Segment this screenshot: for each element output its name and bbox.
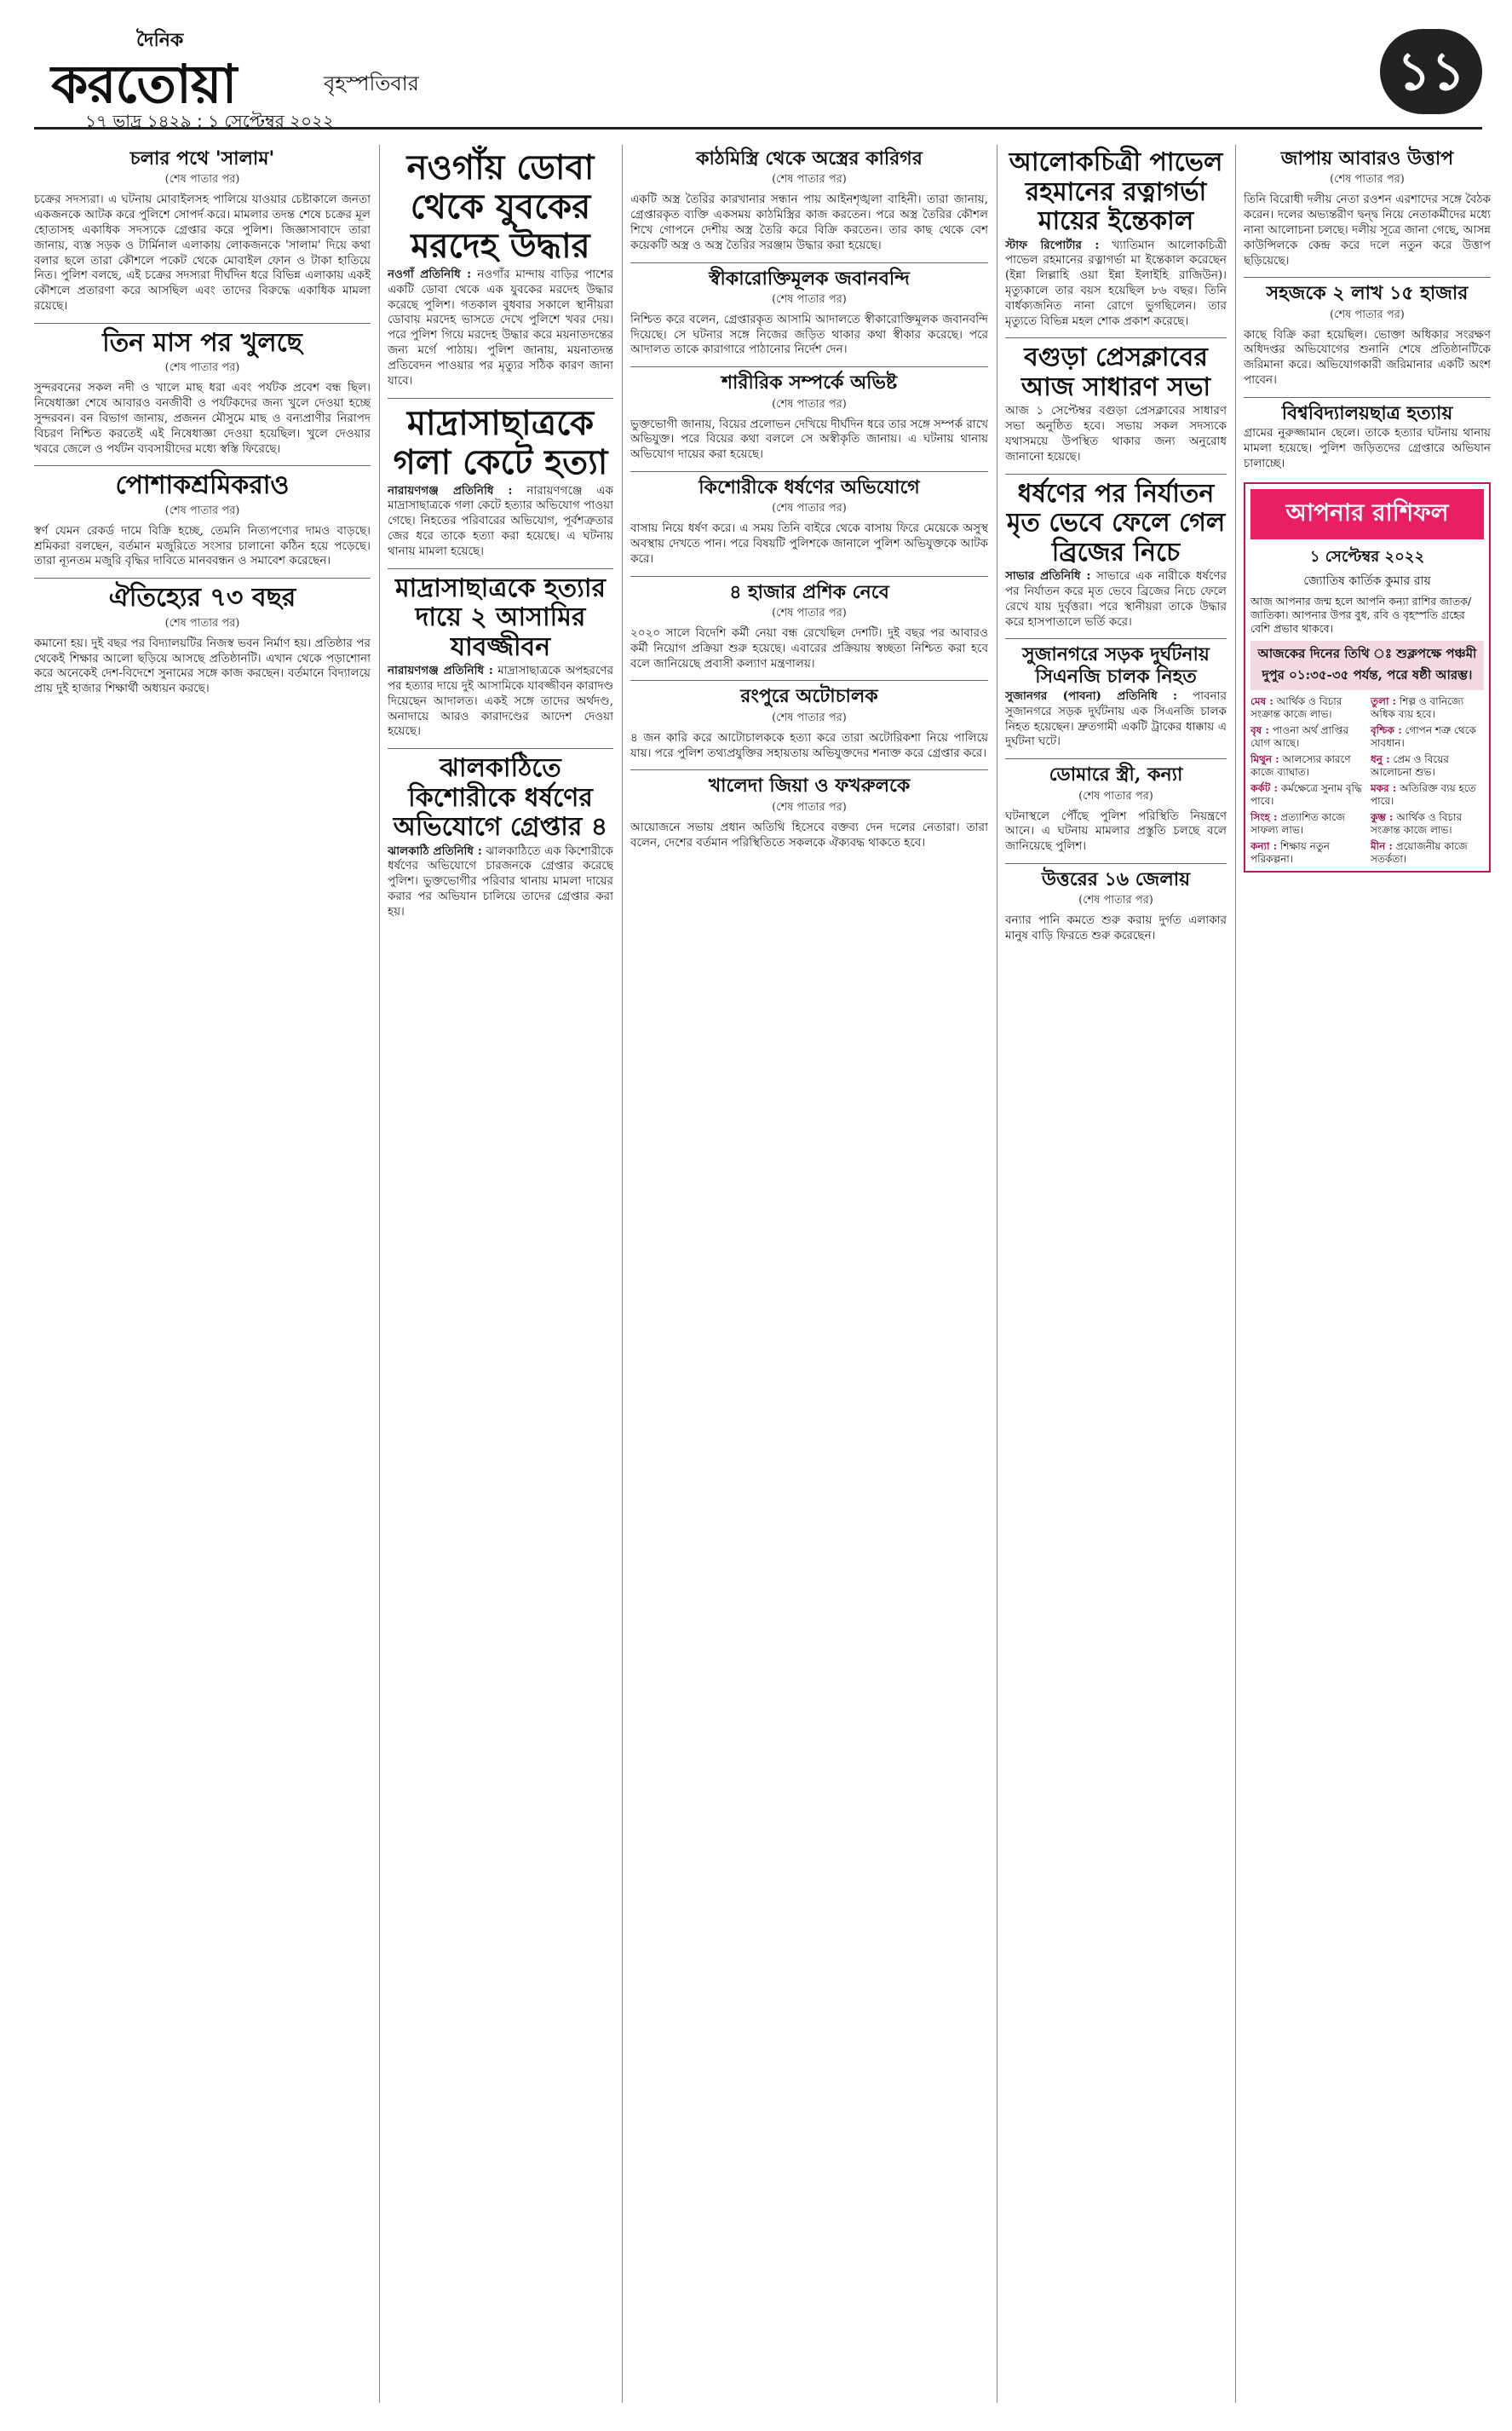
article-body: নওগাঁর মান্দায় বাড়ির পাশের একটি ডোবা থেকে এক যুবকের মরদেহ উদ্ধার করেছে পুলিশ। গতকাল বুধবার সকালে স্থানীয়রা ডোবায় মরদেহ ভাসতে দেখে পুলিশে খবর দেয়। পরে পুলিশ গিয়ে মরদেহ উদ্ধার করে ময়নাতদন্তের জন্য মর্গে পাঠায়। পুলিশ জানায়, ময়নাতদন্ত প্রতিবেদন পাওয়ার পর মৃত্যুর সঠিক কারণ জানা যাবে। (388, 268, 613, 388)
article (34, 471, 371, 569)
article (1005, 148, 1227, 329)
article (388, 404, 613, 560)
article-headline: উত্তরের ১৬ জেলায় (1041, 867, 1191, 890)
column-2 (388, 145, 613, 2403)
horoscope-author: জ্যোতিষ কার্তিক কুমার রায় (1303, 573, 1431, 588)
zodiac-name: মেষ : (1250, 695, 1273, 708)
continued-label: (শেষ পাতার পর) (1330, 308, 1405, 321)
article-body: কাছে বিক্রি করা হয়েছিল। ভোক্তা অধিকার সংরক্ষণ অধিদপ্তর অভিযোগের শুনানি শেষে প্রতিষ্ঠানটিকে জরিমানা করে। অভিযোগকারী জরিমানার একটি অংশ পাবেন। (1244, 327, 1491, 388)
newspaper-logo: করতোয়া (51, 53, 237, 115)
article-body: নিশ্চিত করে বলেন, গ্রেপ্তারকৃত আসামি আদালতে স্বীকারোক্তিমূলক জবানবন্দি দিয়েছে। সে ঘটনার সঙ্গে নিজের জড়িত থাকার কথা স্বীকার করেছে। পরে আদালত তাকে কারাগারে পাঠানোর নির্দেশ দেন। (630, 312, 988, 357)
zodiac-name: তুলা : (1371, 695, 1397, 708)
continued-label: (শেষ পাতার পর) (772, 292, 847, 306)
zodiac-text: আর্থিক ও বিচার সংক্রান্ত কাজে লাভ। (1371, 811, 1463, 837)
page-number-badge: ১১ (1380, 29, 1482, 114)
article-headline: ঐতিহ্যের ৭৩ বছর (108, 583, 296, 614)
zodiac-text: কর্মক্ষেত্রে সুনাম বৃদ্ধি পাবে। (1250, 782, 1362, 808)
horoscope-intro: আজ আপনার জন্ম হলে আপনি কন্যা রাশির জাতক/জাতিকা। আপনার উপর বুধ, রবি ও বৃহস্পতি গ্রহের বেশি প্রভাব থাকবে। (1250, 594, 1472, 636)
article-headline: আলোকচিত্রী পাভেল রহমানের রত্নাগর্ভা মায়ের ইন্তেকাল (1009, 147, 1223, 236)
zodiac-name: ধনু : (1371, 753, 1390, 766)
article-body: নারায়ণগঞ্জে এক মাদ্রাসাছাত্রকে গলা কেটে হত্যার অভিযোগ পাওয়া গেছে। নিহতের পরিবারের অভিযোগ, পূর্বশত্রুতার জের ধরে তাকে হত্যা করা হয়েছে। এ ঘটনায় থানায় মামলা হয়েছে। (388, 483, 613, 558)
article (630, 477, 988, 567)
divider (388, 398, 613, 399)
article-headline: ডোমারে স্ত্রী, কন্যা (1049, 763, 1183, 786)
byline: সাভার প্রতিনিধি : (1005, 569, 1091, 584)
article-headline: বিশ্ববিদ্যালয়ছাত্র হত্যায় (1281, 401, 1453, 424)
continued-label: (শেষ পাতার পর) (772, 711, 847, 724)
column-divider (379, 145, 380, 2403)
byline: নারায়ণগঞ্জ প্রতিনিধি : (388, 483, 513, 498)
article-headline: সহজকে ২ লাখ ১৫ হাজার (1266, 282, 1469, 305)
column-1 (34, 145, 371, 2403)
article-headline: স্বীকারোক্তিমূলক জবানবন্দি (709, 267, 910, 290)
horoscope-box (1244, 482, 1491, 873)
byline: নারায়ণগঞ্জ প্রতিনিধি : (388, 664, 493, 678)
article (1005, 869, 1227, 944)
article-body: ঘটনাস্থলে পৌঁছে পুলিশ পরিস্থিতি নিয়ন্ত্রণে আনে। এ ঘটনায় মামলার প্রস্তুতি চলছে বলে জানিয়েছে পুলিশ। (1005, 809, 1227, 854)
article (630, 148, 988, 254)
continued-label: (শেষ পাতার পর) (772, 397, 847, 411)
byline: ঝালকাঠি প্রতিনিধি : (388, 844, 482, 858)
zodiac-sign (1250, 753, 1364, 779)
article-body: পাবনার সুজানগরে সড়ক দুর্ঘটনায় এক সিএনজি চালক নিহত হয়েছেন। দ্রুতগামী একটি ট্রাকের ধাক্কায় এ দুর্ঘটনা ঘটে। (1005, 688, 1227, 749)
article-body: বন্যার পানি কমতে শুরু করায় দুর্গত এলাকার মানুষ বাড়ি ফিরতে শুরু করেছেন। (1005, 913, 1227, 943)
continued-label: (শেষ পাতার পর) (772, 607, 847, 620)
article (1244, 283, 1491, 389)
article (1244, 148, 1491, 268)
article (1005, 644, 1227, 750)
article-body: বাসায় নিয়ে ধর্ষণ করে। এ সময় তিনি বাইরে থেকে বাসায় ফিরে মেয়েকে অসুস্থ অবস্থায় দেখতে পান। পরে বিষয়টি পুলিশকে জানালে পুলিশ অভিযুক্তকে আটক করে। (630, 521, 988, 566)
article-headline: তিন মাস পর খুলছে (102, 327, 302, 358)
divider (1244, 397, 1491, 398)
zodiac-sign (1371, 782, 1484, 808)
zodiac-text: আর্থিক ও বিচার সংক্রান্ত কাজে লাভ। (1250, 695, 1342, 721)
divider (34, 578, 371, 579)
weekday: বৃহস্পতিবার (324, 72, 419, 95)
divider (630, 769, 988, 770)
article (630, 582, 988, 672)
divider (630, 471, 988, 472)
continued-label: (শেষ পাতার পর) (164, 616, 240, 630)
zodiac-name: কর্কট : (1250, 782, 1278, 795)
divider (630, 680, 988, 681)
article-headline: জাপায় আবারও উত্তাপ (1280, 147, 1454, 170)
zodiac-name: বৃষ : (1250, 724, 1269, 737)
article-headline: ঝালকাঠিতে কিশোরীকে ধর্ষণের অভিযোগে গ্রেপ্তার ৪ (393, 753, 608, 843)
article-body: তিনি বিরোধী দলীয় নেতা রওশন এরশাদের সঙ্গে বৈঠক করেন। দলের অভ্যন্তরীণ দ্বন্দ্ব নিয়ে নেতাকর্মীদের মধ্যে নানা আলোচনা চলছে। দলীয় সূত্রে জানা গেছে, আসন্ন কাউন্সিলকে কেন্দ্র করে দলে নতুন করে উত্তাপ ছড়িয়েছে। (1244, 193, 1491, 268)
zodiac-text: শিক্ষায় নতুন পরিকল্পনা। (1250, 840, 1330, 866)
article (1005, 480, 1227, 631)
column-3 (630, 145, 988, 2403)
divider (388, 568, 613, 569)
horoscope-title: আপনার রাশিফল (1250, 489, 1484, 539)
zodiac-text: অতিরিক্ত ব্যয় হতে পারে। (1371, 782, 1476, 808)
article (34, 329, 371, 458)
article (1005, 343, 1227, 464)
article-body: ৪ জন কারি করে আটোচালককে হত্যা করে তারা অটোরিকশা নিয়ে পালিয়ে যায়। পরে পুলিশ তথ্যপ্রযুক্তির সহায়তায় অভিযুক্তদের শনাক্ত করে গ্রেপ্তার করে। (630, 730, 988, 760)
zodiac-sign (1250, 840, 1364, 866)
article (630, 268, 988, 359)
article-body: সুন্দরবনের সকল নদী ও খালে মাছ ধরা এবং পর্যটক প্রবেশ বন্ধ ছিল। নিষেধাজ্ঞা শেষে আবারও বনজীবী ও পর্যটকদের জন্য খুলে দেওয়া হচ্ছে সুন্দরবন। বন বিভাগ জানায়, প্রজনন মৌসুমে মাছ ও বন্যপ্রাণীর নিরাপদ বিচরণ নিশ্চিত করতেই এই নিষেধাজ্ঞা দেওয়া হয়েছিল। খুলে দেওয়ার খবরে জেলে ও পর্যটন ব্যবসায়ীদের মধ্যে স্বস্তি ফিরেছে। (34, 381, 371, 456)
divider (630, 576, 988, 577)
article-body: মাদ্রাসাছাত্রকে অপহরণের পর হত্যার দায়ে দুই আসামিকে যাবজ্জীবন কারাদণ্ড দিয়েছেন আদালত। একই সঙ্গে তাদের অর্থদণ্ড, অনাদায়ে আরও কারাদণ্ডের আদেশ দেওয়া হয়েছে। (388, 664, 613, 739)
zodiac-sign (1250, 782, 1364, 808)
continued-label: (শেষ পাতার পর) (164, 173, 240, 187)
zodiac-name: মিথুন : (1250, 753, 1279, 766)
divider (34, 323, 371, 324)
zodiac-text: শিল্প ও বানিজ্যে অধিক ব্যয় হবে। (1371, 695, 1464, 721)
article (630, 775, 988, 850)
masthead (34, 19, 1482, 130)
article-headline: রংপুরে অটোচালক (740, 685, 878, 708)
zodiac-sign (1250, 811, 1364, 837)
article-body: আয়োজনে সভায় প্রধান অতিথি হিসেবে বক্তব্য দেন দলের নেতারা। তারা বলেন, দেশের বর্তমান পরিস্থিতিতে সকলকে ঐক্যবদ্ধ থাকতে হবে। (630, 820, 988, 850)
column-divider (622, 145, 623, 2403)
zodiac-signs (1250, 695, 1484, 866)
article-body: ভুক্তভোগী জানায়, বিয়ের প্রলোভন দেখিয়ে দীর্ঘদিন ধরে তার সঙ্গে সম্পর্ক রাখে অভিযুক্ত। পরে বিয়ের কথা বললে সে অস্বীকৃতি জানায়। এ ঘটনায় থানায় অভিযোগ দায়ের করা হয়েছে। (630, 417, 988, 462)
article (1005, 764, 1227, 855)
article (1244, 403, 1491, 472)
article-headline: ৪ হাজার প্রশিক নেবে (729, 580, 889, 603)
article-headline: সুজানগরে সড়ক দুর্ঘটনায় সিএনজি চালক নিহত (1022, 643, 1210, 688)
divider (1005, 337, 1227, 338)
zodiac-name: সিংহ : (1250, 811, 1278, 824)
article-headline: নওগাঁয় ডোবা থেকে যুবকের মরদেহ উদ্ধার (406, 147, 595, 266)
continued-label: (শেষ পাতার পর) (1330, 173, 1405, 187)
article-body: ঝালকাঠিতে এক কিশোরীকে ধর্ষণের অভিযোগে চারজনকে গ্রেপ্তার করেছে পুলিশ। ভুক্তভোগীর পরিবার থানায় মামলা দায়ের করার পর অভিযান চালিয়ে তাদের গ্রেপ্তার করা হয়। (388, 844, 613, 919)
zodiac-sign (1371, 811, 1484, 837)
dateline: ১৭ ভাদ্র ১৪২৯ : ১ সেপ্টেম্বর ২০২২ (85, 111, 335, 131)
zodiac-sign (1371, 724, 1484, 750)
article-headline: শারীরিক সম্পর্কে অভিষ্ট (721, 372, 898, 395)
zodiac-sign (1371, 695, 1484, 721)
article (388, 574, 613, 740)
brand-small: দৈনিক (136, 30, 184, 51)
continued-label: (শেষ পাতার পর) (772, 800, 847, 814)
article (34, 148, 371, 314)
column-divider (1235, 145, 1236, 2403)
article-headline: চলার পথে 'সালাম' (129, 147, 275, 170)
zodiac-name: মীন : (1371, 840, 1393, 853)
continued-label: (শেষ পাতার পর) (772, 173, 847, 187)
article-body: কমানো হয়। দুই বছর পর বিদ্যালয়টির নিজস্ব ভবন নির্মাণ হয়। প্রতিষ্ঠার পর থেকেই শিক্ষার আলো ছড়িয়ে আসছে প্রতিষ্ঠানটি। এখান থেকে পড়াশোনা করে অনেকেই দেশ-বিদেশে সুনামের সঙ্গে কাজ করছেন। বর্তমানে বিদ্যালয়ে প্রায় দুই হাজার শিক্ষার্থী অধ্যয়ন করছে। (34, 636, 371, 696)
article-body: সাভারে এক নারীকে ধর্ষণের পর নির্যাতন করে মৃত ভেবে ব্রিজের নিচে ফেলে রেখে যায় দুর্বৃত্তরা। পরে স্থানীয়রা তাকে উদ্ধার করে হাসপাতালে ভর্তি করে। (1005, 569, 1227, 629)
zodiac-text: গোপন শত্রু থেকে সাবধান। (1371, 724, 1476, 750)
zodiac-name: কুম্ভ : (1371, 811, 1394, 824)
divider (1005, 638, 1227, 639)
divider (1244, 277, 1491, 278)
zodiac-text: প্রয়োজনীয় কাজে সতর্কতা। (1371, 840, 1468, 866)
divider (630, 366, 988, 367)
divider (1005, 758, 1227, 759)
article-headline: কাঠমিস্ত্রি থেকে অস্ত্রের কারিগর (696, 147, 923, 170)
article-body: খ্যাতিমান আলোকচিত্রী পাভেল রহমানের রত্নাগর্ভা মা ইন্তেকাল করেছেন (ইন্না লিল্লাহি ওয়া ইন্না ইলাইহি রাজিউন)। মৃত্যুকালে তার বয়স হয়েছিল ৮৬ বছর। তিনি বার্ধক্যজনিত নানা রোগে ভুগছিলেন। তার মৃত্যুতে বিভিন্ন মহল শোক প্রকাশ করেছে। (1005, 238, 1227, 328)
divider (388, 748, 613, 749)
zodiac-name: বৃশ্চিক : (1371, 724, 1402, 737)
continued-label: (শেষ পাতার পর) (164, 361, 240, 375)
byline: সুজানগর (পাবনা) প্রতিনিধি : (1005, 688, 1178, 703)
continued-label: (শেষ পাতার পর) (1078, 894, 1153, 907)
zodiac-text: আলস্যের কারণে কাজে ব্যাঘাত। (1250, 753, 1351, 779)
byline: স্টাফ রিপোর্টার : (1005, 238, 1100, 252)
article-headline: মাদ্রাসাছাত্রকে হত্যার দায়ে ২ আসামির যাবজ্জীবন (394, 573, 607, 662)
tithi-banner: আজকের দিনের তিথি ঃ শুক্লপক্ষে পঞ্চমী দুপুর ০১:৩৫-৩৫ পর্যন্ত, পরে ষষ্ঠী আরম্ভ। (1250, 641, 1484, 690)
article-headline: খালেদা জিয়া ও ফখরুলকে (708, 775, 911, 798)
zodiac-text: প্রত্যাশিত কাজে সাফল্য লাভ। (1250, 811, 1345, 837)
continued-label: (শেষ পাতার পর) (164, 504, 240, 517)
article (630, 686, 988, 761)
zodiac-sign (1250, 724, 1364, 750)
divider (34, 465, 371, 466)
article (34, 584, 371, 697)
article (388, 754, 613, 920)
horoscope-date: ১ সেপ্টেম্বর ২০২২ (1309, 547, 1425, 566)
column-4 (1005, 145, 1227, 2403)
zodiac-sign (1371, 753, 1484, 779)
continued-label: (শেষ পাতার পর) (772, 502, 847, 516)
article-body: স্বর্ণ যেমন রেকর্ড দামে বিক্রি হচ্ছে, তেমনি নিত্যপণ্যের দামও বাড়ছে। শ্রমিকরা বলছেন, বর্তমান মজুরিতে সংসার চালানো কঠিন হয়ে পড়েছে। তারা ন্যূনতম মজুরি বৃদ্ধির দাবিতে মানববন্ধন ও সমাবেশ করেছেন। (34, 523, 371, 568)
article-headline: বগুড়া প্রেসক্লাবের আজ সাধারণ সভা (1020, 343, 1211, 402)
article-headline: পোশাকশ্রমিকরাও (115, 470, 290, 501)
column-5 (1244, 145, 1491, 2403)
zodiac-sign (1250, 695, 1364, 721)
zodiac-name: মকর : (1371, 782, 1397, 795)
article-body: চক্রের সদস্যরা। এ ঘটনায় মোবাইলসহ পালিয়ে যাওয়ার চেষ্টাকালে জনতা একজনকে আটক করে পুলিশে সোপর্দ করে। মামলার তদন্ত শেষে চক্রের মূল হোতাসহ একাধিক সদস্যকে গ্রেপ্তার করে পুলিশ। জিজ্ঞাসাবাদে তারা জানায়, ব্যস্ত সড়ক ও টার্মিনাল এলাকায় লোকজনকে 'সালাম' দিয়ে কথা বলার ছলে তারা কৌশলে পকেট থেকে মোবাইল ফোন ও টাকা হাতিয়ে নিত। পুলিশ বলছে, এই চক্রের সদস্যরা দীর্ঘদিন ধরে বিভিন্ন এলাকায় একই কৌশলে প্রতারণা করে আসছিল এবং তাদের বিরুদ্ধে একাধিক মামলা রয়েছে। (34, 193, 371, 313)
divider (630, 262, 988, 263)
article-body: আজ ১ সেপ্টেম্বর বগুড়া প্রেসক্লাবের সাধারণ সভা অনুষ্ঠিত হবে। সভায় সকল সদস্যকে যথাসময়ে উপস্থিত থাকার জন্য অনুরোধ জানানো হয়েছে। (1005, 404, 1227, 464)
article-body: ২০২০ সালে বিদেশি কর্মী নেয়া বন্ধ রেখেছিল দেশটি। দুই বছর পর আবারও কর্মী নিয়োগ প্রক্রিয়া শুরু হয়েছে। এবারের প্রক্রিয়ায় স্বচ্ছতা নিশ্চিত করা হবে বলে জানিয়েছে প্রবাসী কল্যাণ মন্ত্রণালয়। (630, 626, 988, 671)
article-headline: ধর্ষণের পর নির্যাতন মৃত ভেবে ফেলে গেল ব্রিজের নিচে (1006, 478, 1226, 567)
article (388, 148, 613, 389)
zodiac-name: কন্যা : (1250, 840, 1278, 853)
divider (1005, 474, 1227, 475)
zodiac-sign (1371, 840, 1484, 866)
article-body: গ্রামের নুরুজ্জামান ছেলে। তাকে হত্যার ঘটনায় থানায় মামলা হয়েছে। পুলিশ জড়িতদের গ্রেপ্তারে অভিযান চালাচ্ছে। (1244, 426, 1491, 470)
article (630, 372, 988, 463)
zodiac-text: পাওনা অর্থ প্রাপ্তির যোগ আছে। (1250, 724, 1348, 750)
continued-label: (শেষ পাতার পর) (1078, 789, 1153, 803)
article-headline: মাদ্রাসাছাত্রকে গলা কেটে হত্যা (393, 402, 608, 482)
divider (1005, 863, 1227, 864)
zodiac-text: প্রেম ও বিয়ের আলোচনা শুভ। (1371, 753, 1449, 779)
article-headline: কিশোরীকে ধর্ষণের অভিযোগে (699, 476, 920, 499)
byline: নওগাঁ প্রতিনিধি : (388, 268, 472, 281)
article-body: একটি অস্ত্র তৈরির কারখানার সন্ধান পায় আইনশৃঙ্খলা বাহিনী। তারা জানায়, গ্রেপ্তারকৃত ব্যক্তি একসময় কাঠমিস্ত্রির কাজ করতেন। পরে অস্ত্র তৈরির কৌশল শিখে গোপনে দেশীয় অস্ত্র তৈরি করে বিক্রি করতেন। তার কাছ থেকে বেশ কয়েকটি অস্ত্র ও অস্ত্র তৈরির সরঞ্জাম উদ্ধার করা হয়েছে। (630, 193, 988, 252)
